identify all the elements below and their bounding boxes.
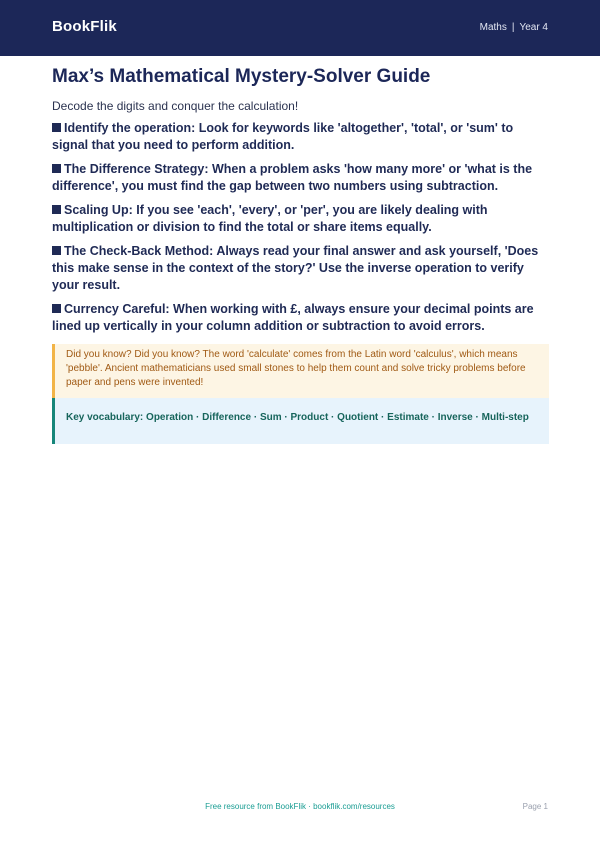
strategy-item-identify-operation [52, 120, 552, 154]
strategy-item-text: Currency Careful: When working with £, always ensure your decimal points are lined up vertically in your column addition or subtraction to avoid errors. [52, 302, 534, 333]
vocabulary-text: Key vocabulary: Operation · Difference · Sum · Product · Quotient · Estimate · Inverse · Multi-step [66, 412, 529, 423]
intro-text: Decode the digits and conquer the calculation! [52, 99, 299, 113]
subject-year-label [480, 22, 548, 33]
strategy-item-check-back [52, 243, 552, 294]
strategy-list [52, 120, 552, 342]
square-bullet-icon [52, 205, 61, 214]
strategy-item-text: Scaling Up: If you see 'each', 'every', or 'per', you are likely dealing with multiplication or division to find the total or share items equally. [52, 203, 488, 234]
page-title: Max’s Mathematical Mystery-Solver Guide [52, 66, 431, 87]
year-label: Year 4 [519, 22, 548, 33]
strategy-item-difference [52, 161, 552, 195]
callout-text: Did you know? Did you know? The word 'calculate' comes from the Latin word 'calculus', which means 'pebble'. Ancient mathematicians used small stones to help them count and solve tricky problems before paper and pens were invented! [66, 349, 526, 388]
footer-credit-link[interactable]: Free resource from BookFlik · bookflik.com/resources [205, 802, 395, 811]
square-bullet-icon [52, 164, 61, 173]
strategy-item-currency [52, 301, 552, 335]
strategy-item-text: Identify the operation: Look for keywords like 'altogether', 'total', or 'sum' to signal that you need to perform addition. [52, 121, 514, 152]
meta-separator: | [511, 22, 515, 33]
square-bullet-icon [52, 246, 61, 255]
strategy-item-text: The Check-Back Method: Always read your final answer and ask yourself, 'Does this make sense in the context of the story?' Use the inverse operation to verify your result. [52, 244, 539, 292]
strategy-item-scaling-up [52, 202, 552, 236]
strategy-item-text: The Difference Strategy: When a problem asks 'how many more' or 'what is the difference', you must find the gap between two numbers using subtraction. [52, 162, 533, 193]
brand-logo-text[interactable]: BookFlik [52, 18, 117, 35]
square-bullet-icon [52, 123, 61, 132]
square-bullet-icon [52, 304, 61, 313]
key-vocabulary-box [52, 398, 549, 444]
subject-label: Maths [479, 22, 507, 33]
page-number: Page 1 [522, 802, 548, 811]
did-you-know-callout [52, 344, 549, 398]
page-header [0, 0, 600, 56]
